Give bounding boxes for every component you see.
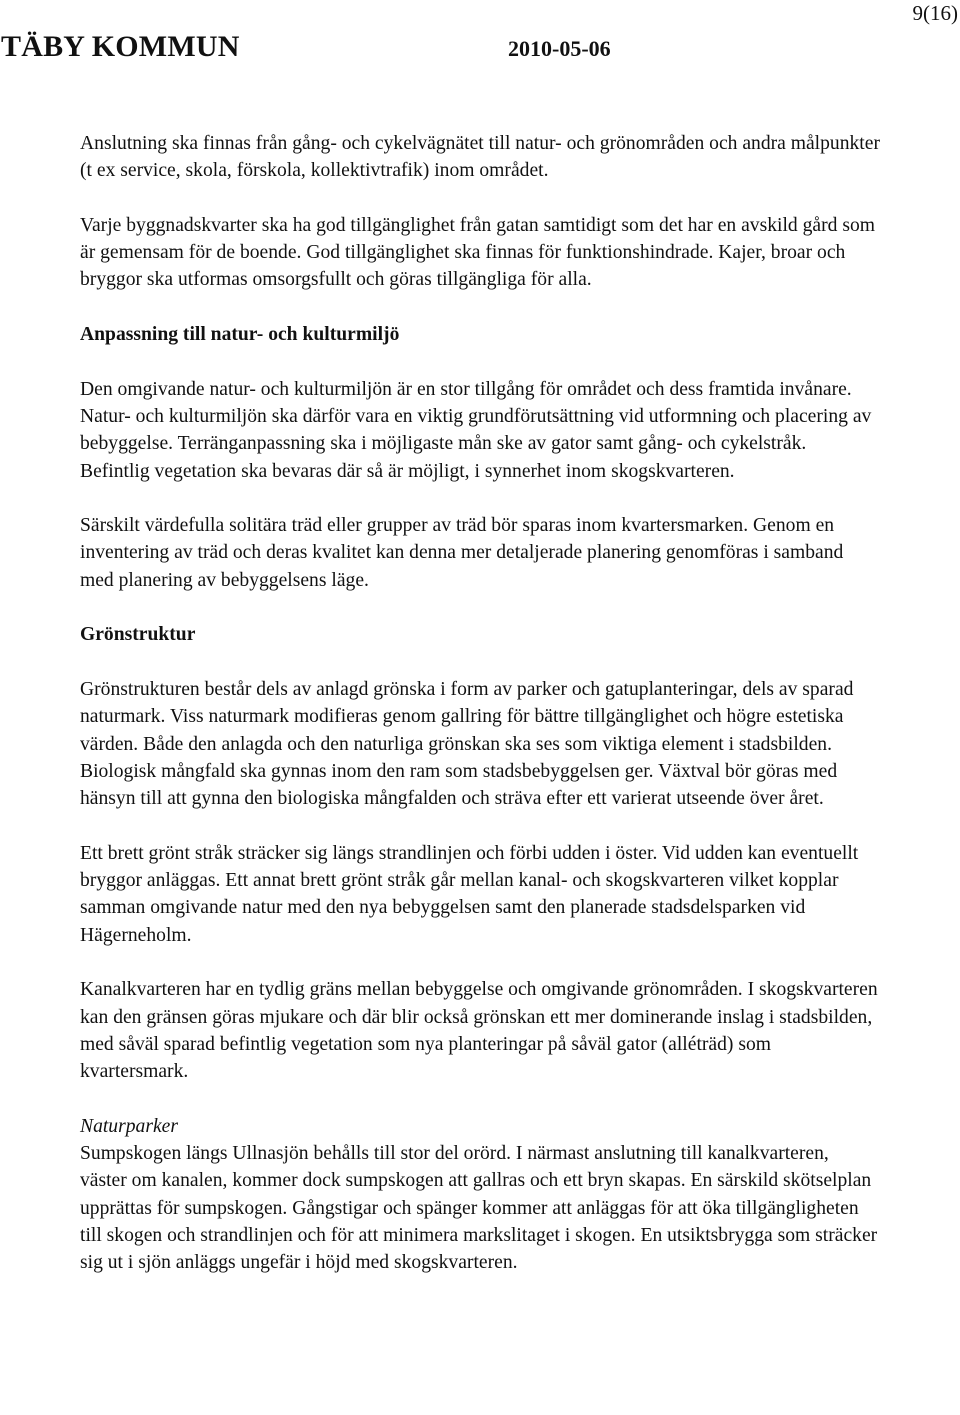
document-body (80, 130, 880, 1276)
paragraph: Grönstrukturen består dels av anlagd grönska i form av parker och gatuplanteringar, dels av sparad naturmark. Viss naturmark modifieras genom gallring för bättre tillgänglighet och högre estetiska värden. Både den anlagda och den naturliga grönskan ska ses som viktiga element i stadsbilden. Biologisk mångfald ska gynnas inom den ram som stadsbebyggelsen ger. Växtval bör göras med hänsyn till att gynna den biologiska mångfalden och sträva efter ett varierat utseende över året. (80, 678, 854, 810)
section-heading: Grönstruktur (80, 624, 196, 646)
paragraph: Sumpskogen längs Ullnasjön behålls till stor del orörd. I närmast anslutning till kanalkvarteren, väster om kanalen, kommer dock sumpskogen att gallras och ett bryn skapas. En särskild skötselplan upprättas för sumpskogen. Gångstigar och spänger kommer att anläggas för att öka tillgängligheten till skogen och strandlinjen och för att minimera markslitaget i skogen. En utsiktsbrygga som sträcker sig ut i sjön anläggs ungefär i höjd med skogskvarteren. (80, 1142, 878, 1274)
paragraph: Ett brett grönt stråk sträcker sig längs strandlinjen och förbi udden i öster. Vid udden kan eventuellt bryggor anläggas. Ett annat brett grönt stråk går mellan kanal- och skogskvarteren vilket kopplar samman omgivande natur med den nya bebyggelsen samt den planerade stadsdelsparken vid Hägerneholm. (80, 842, 859, 946)
page-number: 9(16) (912, 1, 958, 25)
paragraph: Kanalkvarteren har en tydlig gräns mellan bebyggelse och omgivande grönområden. I skogskvarteren kan den gränsen göras mjukare och där blir också grönskan ett mer dominerande inslag i stadsbilden, med såväl sparad befintlig vegetation som nya planteringar på såväl gator (alléträd) som kvartersmark. (80, 979, 878, 1083)
section-heading: Anpassning till natur- och kulturmiljö (80, 324, 400, 346)
organization-name: TÄBY KOMMUN (1, 30, 240, 63)
paragraph: Anslutning ska finnas från gång- och cykelvägnätet till natur- och grönområden och andra målpunkter (t ex service, skola, förskola, kollektivtrafik) inom området. (80, 133, 880, 182)
paragraph: Den omgivande natur- och kulturmiljön är en stor tillgång för området och dess framtida invånare. Natur- och kulturmiljön ska därför vara en viktig grundförutsättning vid utformning och placering av bebyggelse. Terränganpassning ska i möjligaste mån ske av gator samt gång- och cykelstråk. Befintlig vegetation ska bevaras där så är möjligt, i synnerhet inom skogskvarteren. (80, 378, 872, 482)
document-date: 2010-05-06 (508, 36, 611, 61)
document-header (0, 28, 960, 68)
paragraph: Varje byggnadskvarter ska ha god tillgänglighet från gatan samtidigt som det har en avskild gård som är gemensam för de boende. God tillgänglighet ska finnas för funktionshindrade. Kajer, broar och bryggor ska utformas omsorgsfullt och göras tillgängliga för alla. (80, 214, 875, 291)
paragraph: Särskilt värdefulla solitära träd eller grupper av träd bör sparas inom kvartersmarken. Genom en inventering av träd och deras kvalitet kan denna mer detaljerade planering genomföras i samband med planering av bebyggelsens läge. (80, 515, 844, 591)
subsection-heading: Naturparker (80, 1115, 178, 1137)
